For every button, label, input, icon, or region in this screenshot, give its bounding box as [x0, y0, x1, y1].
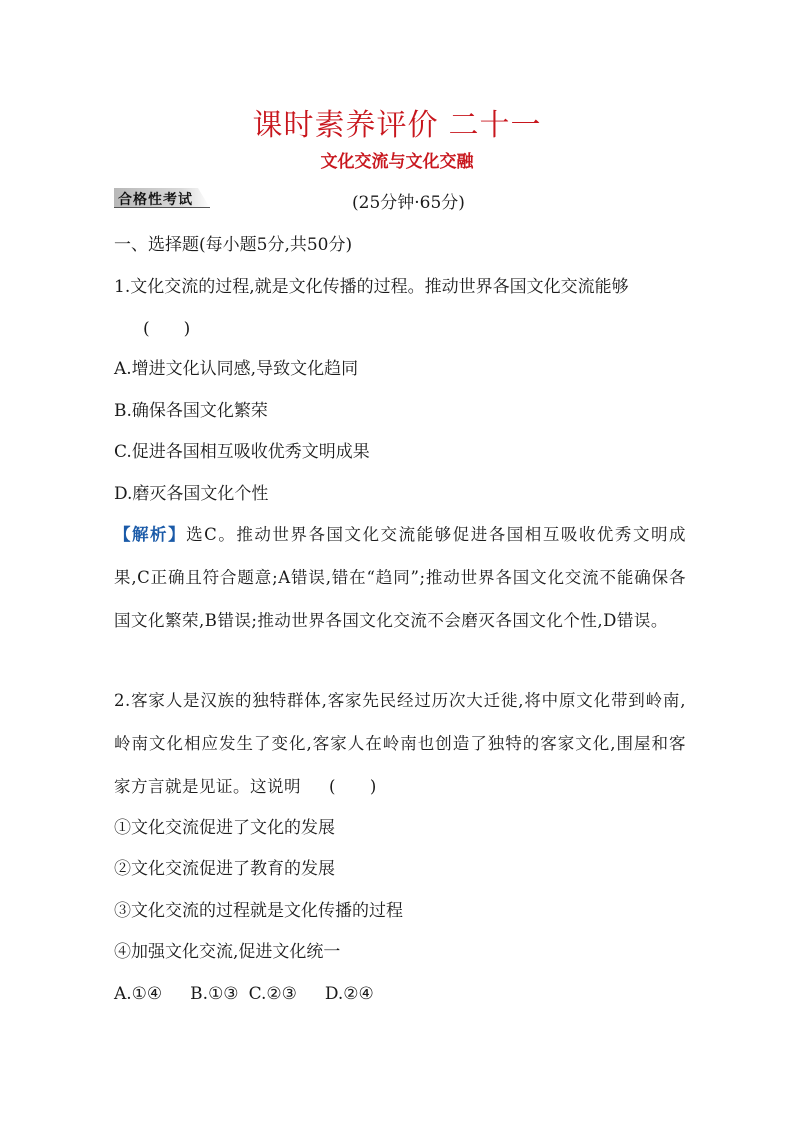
- q1-option-c: C.促进各国相互吸收优秀文明成果: [114, 442, 370, 462]
- title-number: 二十一: [448, 108, 542, 143]
- q2-option-b: B.①③: [190, 984, 239, 1004]
- page-title: [0, 100, 794, 144]
- q1-stem: 1.文化交流的过程,就是文化传播的过程。推动世界各国文化交流能够: [114, 277, 629, 297]
- q1-analysis: [114, 513, 686, 642]
- q2-answer-paren: ( ): [329, 777, 377, 796]
- time-limit: (25分钟·65分): [352, 193, 465, 213]
- q2-statement-3: ③文化交流的过程就是文化传播的过程: [114, 901, 403, 921]
- title-text: 课时素养评价: [252, 108, 439, 143]
- q2-option-a: A.①④: [114, 984, 163, 1004]
- q2-option-c: C.②③: [248, 984, 297, 1004]
- q2-statement-2: ②文化交流促进了教育的发展: [114, 859, 335, 879]
- q2-stem-block: [114, 679, 686, 808]
- q1-option-d: D.磨灭各国文化个性: [114, 484, 269, 504]
- q1-answer-paren: ( ): [143, 319, 191, 339]
- q2-statement-4: ④加强文化交流,促进文化统一: [114, 942, 341, 962]
- q2-stem: 2.客家人是汉族的独特群体,客家先民经过历次大迁徙,将中原文化带到岭南,岭南文化相应发生了变化,客家人在岭南也创造了独特的客家文化,围屋和客家方言就是见证。这说明: [114, 691, 686, 796]
- q2-statement-1: ①文化交流促进了文化的发展: [114, 818, 335, 838]
- q2-options: [114, 982, 374, 1006]
- badge-label: 合格性考试: [118, 192, 193, 208]
- q1-option-b: B.确保各国文化繁荣: [114, 401, 268, 421]
- section-badge: [114, 188, 210, 208]
- analysis-tag: 【解析】: [114, 525, 187, 544]
- analysis-text: 选C。推动世界各国文化交流能够促进各国相互吸收优秀文明成果,C正确且符合题意;A错误,错在“趋同”;推动世界各国文化交流不能确保各国文化繁荣,B错误;推动世界各国文化交流不会磨灭各国文化个性,D错误。: [114, 525, 687, 630]
- q2-option-d: D.②④: [324, 984, 374, 1004]
- q1-option-a: A.增进文化认同感,导致文化趋同: [114, 359, 359, 379]
- page-subtitle: 文化交流与文化交融: [320, 152, 474, 172]
- part-heading: 一、选择题(每小题5分,共50分): [114, 235, 353, 255]
